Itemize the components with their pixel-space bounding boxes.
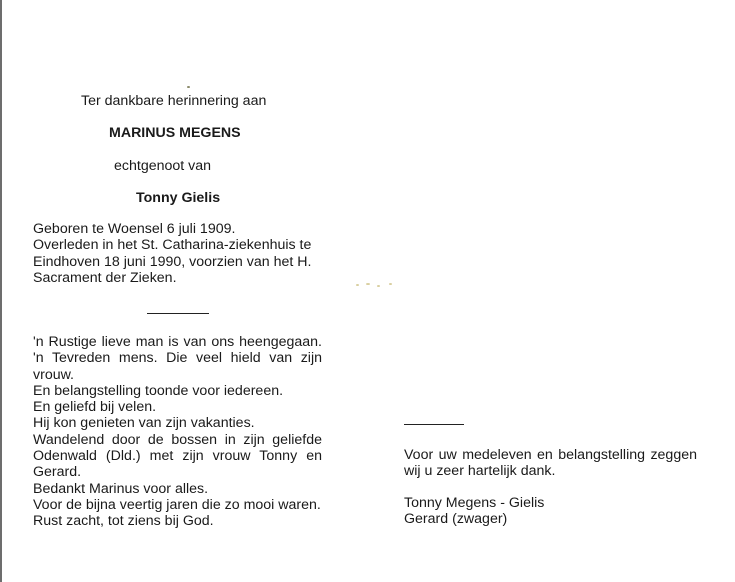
biography-block (33, 221, 311, 286)
page-left-edge (0, 0, 2, 582)
biography-line: Geboren te Woensel 6 juli 1909. (33, 221, 236, 237)
scan-speck (377, 285, 380, 287)
scan-speck (389, 283, 392, 285)
poem-line: vrouw. (33, 366, 75, 383)
thanks-line: wij u zeer hartelijk dank. (404, 463, 556, 480)
scan-speck (187, 86, 190, 88)
spouse-name: Tonny Gielis (136, 190, 221, 206)
deceased-name: MARINUS MEGENS (109, 125, 241, 141)
divider-left (147, 313, 209, 314)
biography-line: Sacrament der Zieken. (33, 269, 177, 286)
poem-line: Rust zacht, tot ziens bij God. (33, 513, 214, 530)
poem-line: Voor de bijna veertig jaren die zo mooi waren. (33, 496, 321, 513)
signature-line: Gerard (zwager) (404, 511, 508, 528)
biography-line: Eindhoven 18 juni 1990, voorzien van het H. (33, 253, 312, 270)
poem-line: Bedankt Marinus voor alles. (33, 480, 209, 497)
poem-line: Odenwald (Dld.) met zijn vrouw Tonny en (33, 448, 322, 465)
thanks-block (404, 447, 697, 480)
signature-line: Tonny Megens - Gielis (404, 495, 545, 511)
intro-text: Ter dankbare herinnering aan (81, 93, 267, 109)
scan-speck (356, 284, 359, 286)
poem-line: 'n Rustige lieve man is van ons heengegaan. (33, 334, 322, 350)
poem-line: Wandelend door de bossen in zijn geliefde (33, 431, 322, 448)
poem-line: En belangstelling toonde voor iedereen. (33, 382, 284, 399)
signature-block (404, 495, 544, 528)
scan-speck (366, 283, 370, 285)
poem-line: Gerard. (33, 464, 82, 481)
poem-line: 'n Tevreden mens. Die veel hield van zijn (33, 350, 322, 367)
relation-text: echtgenoot van (114, 158, 212, 174)
poem-line: En geliefd bij velen. (33, 399, 157, 416)
poem-line: Hij kon genieten van zijn vakanties. (33, 415, 255, 432)
thanks-line: Voor uw medeleven en belangstelling zeggen (404, 447, 697, 463)
poem-block (33, 334, 322, 530)
biography-line: Overleden in het St. Catharina-ziekenhuis te (33, 237, 312, 254)
divider-right (404, 424, 464, 425)
